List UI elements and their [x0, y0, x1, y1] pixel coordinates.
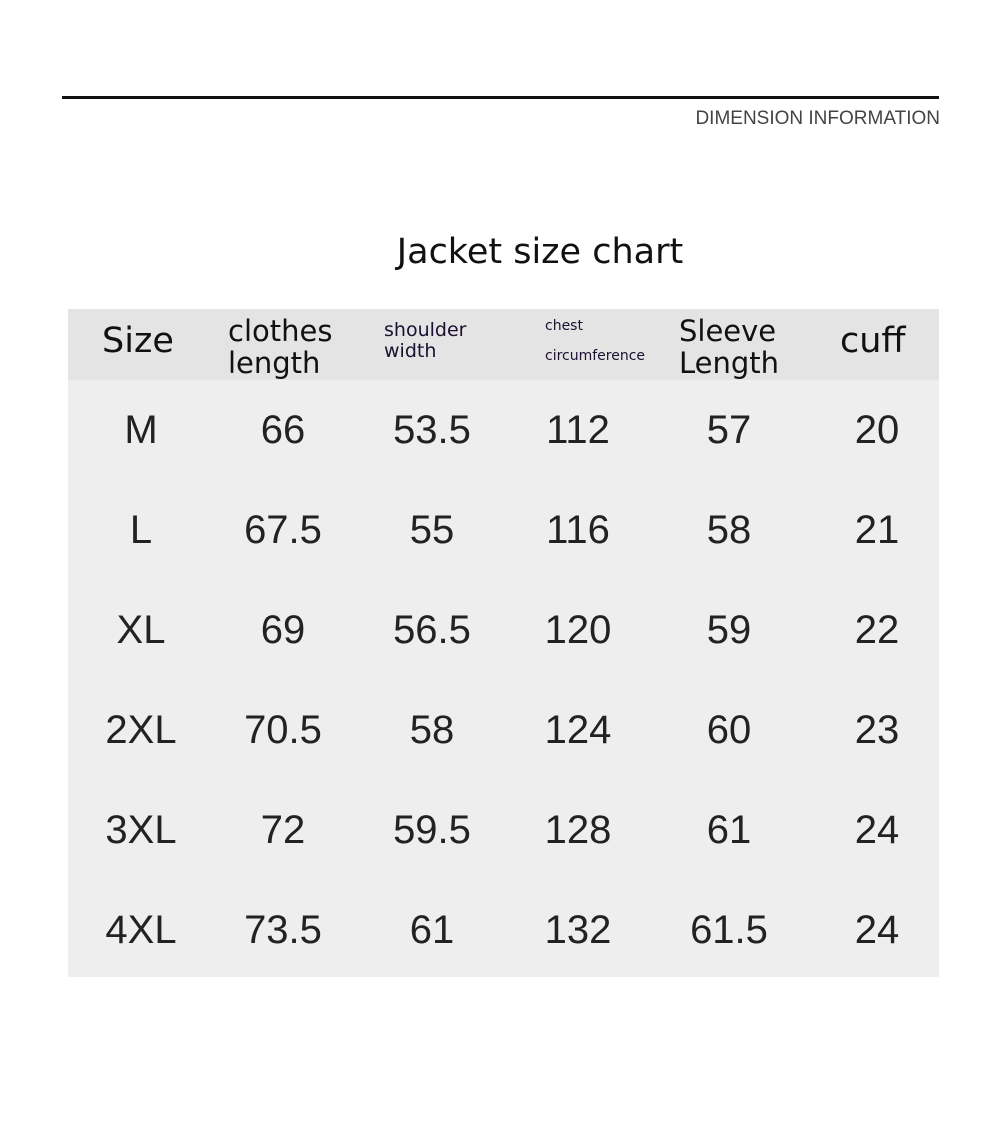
- cell-shoulder-width: 55: [409, 508, 455, 552]
- cell-chest: 124: [544, 708, 612, 752]
- table-header-row: [68, 309, 939, 380]
- cell-cuff: 22: [854, 608, 900, 652]
- cell-shoulder-width: 58: [409, 708, 455, 752]
- cell-cuff: 24: [854, 808, 900, 852]
- cell-sleeve-length: 60: [706, 708, 752, 752]
- cell-cuff: 23: [854, 708, 900, 752]
- chart-title: Jacket size chart: [396, 232, 684, 272]
- cell-chest: 112: [546, 408, 610, 452]
- table-row: [68, 480, 939, 580]
- cell-chest: 120: [544, 608, 612, 652]
- cell-sleeve-length: 58: [706, 508, 752, 552]
- header-clothes-length: clothes length: [228, 314, 333, 380]
- table-row: [68, 380, 939, 480]
- header-circumference: circumference: [545, 348, 646, 364]
- cell-chest: 116: [546, 508, 610, 552]
- header-cuff: cuff: [840, 321, 906, 361]
- cell-size: 2XL: [105, 708, 177, 752]
- cell-shoulder-width: 59.5: [393, 808, 471, 852]
- size-table: [68, 309, 939, 977]
- top-divider: [62, 96, 939, 99]
- cell-size: XL: [116, 608, 166, 652]
- table-row: [68, 680, 939, 780]
- cell-clothes-length: 66: [260, 408, 306, 452]
- cell-size: 3XL: [105, 808, 177, 852]
- cell-size: M: [124, 408, 158, 452]
- cell-clothes-length: 67.5: [244, 508, 322, 552]
- cell-size: 4XL: [105, 908, 177, 952]
- cell-shoulder-width: 56.5: [393, 608, 471, 652]
- header-sleeve-length: Sleeve Length: [679, 314, 780, 380]
- header-chest: chest: [545, 318, 583, 334]
- cell-sleeve-length: 59: [706, 608, 752, 652]
- cell-chest: 128: [544, 808, 612, 852]
- cell-clothes-length: 72: [260, 808, 306, 852]
- cell-shoulder-width: 53.5: [393, 408, 471, 452]
- cell-sleeve-length: 61.5: [690, 908, 768, 952]
- table-row: [68, 780, 939, 880]
- cell-sleeve-length: 61: [706, 808, 752, 852]
- cell-cuff: 24: [854, 908, 900, 952]
- header-shoulder-width: shoulder width: [384, 319, 467, 362]
- cell-clothes-length: 70.5: [244, 708, 322, 752]
- cell-size: L: [129, 508, 153, 552]
- cell-cuff: 20: [854, 408, 900, 452]
- cell-chest: 132: [544, 908, 612, 952]
- cell-clothes-length: 73.5: [244, 908, 322, 952]
- cell-clothes-length: 69: [260, 608, 306, 652]
- cell-cuff: 21: [854, 508, 900, 552]
- cell-sleeve-length: 57: [706, 408, 752, 452]
- cell-shoulder-width: 61: [409, 908, 455, 952]
- dimension-information-label: DIMENSION INFORMATION: [695, 108, 940, 129]
- header-size: Size: [102, 321, 174, 361]
- table-row: [68, 880, 939, 980]
- table-row: [68, 580, 939, 680]
